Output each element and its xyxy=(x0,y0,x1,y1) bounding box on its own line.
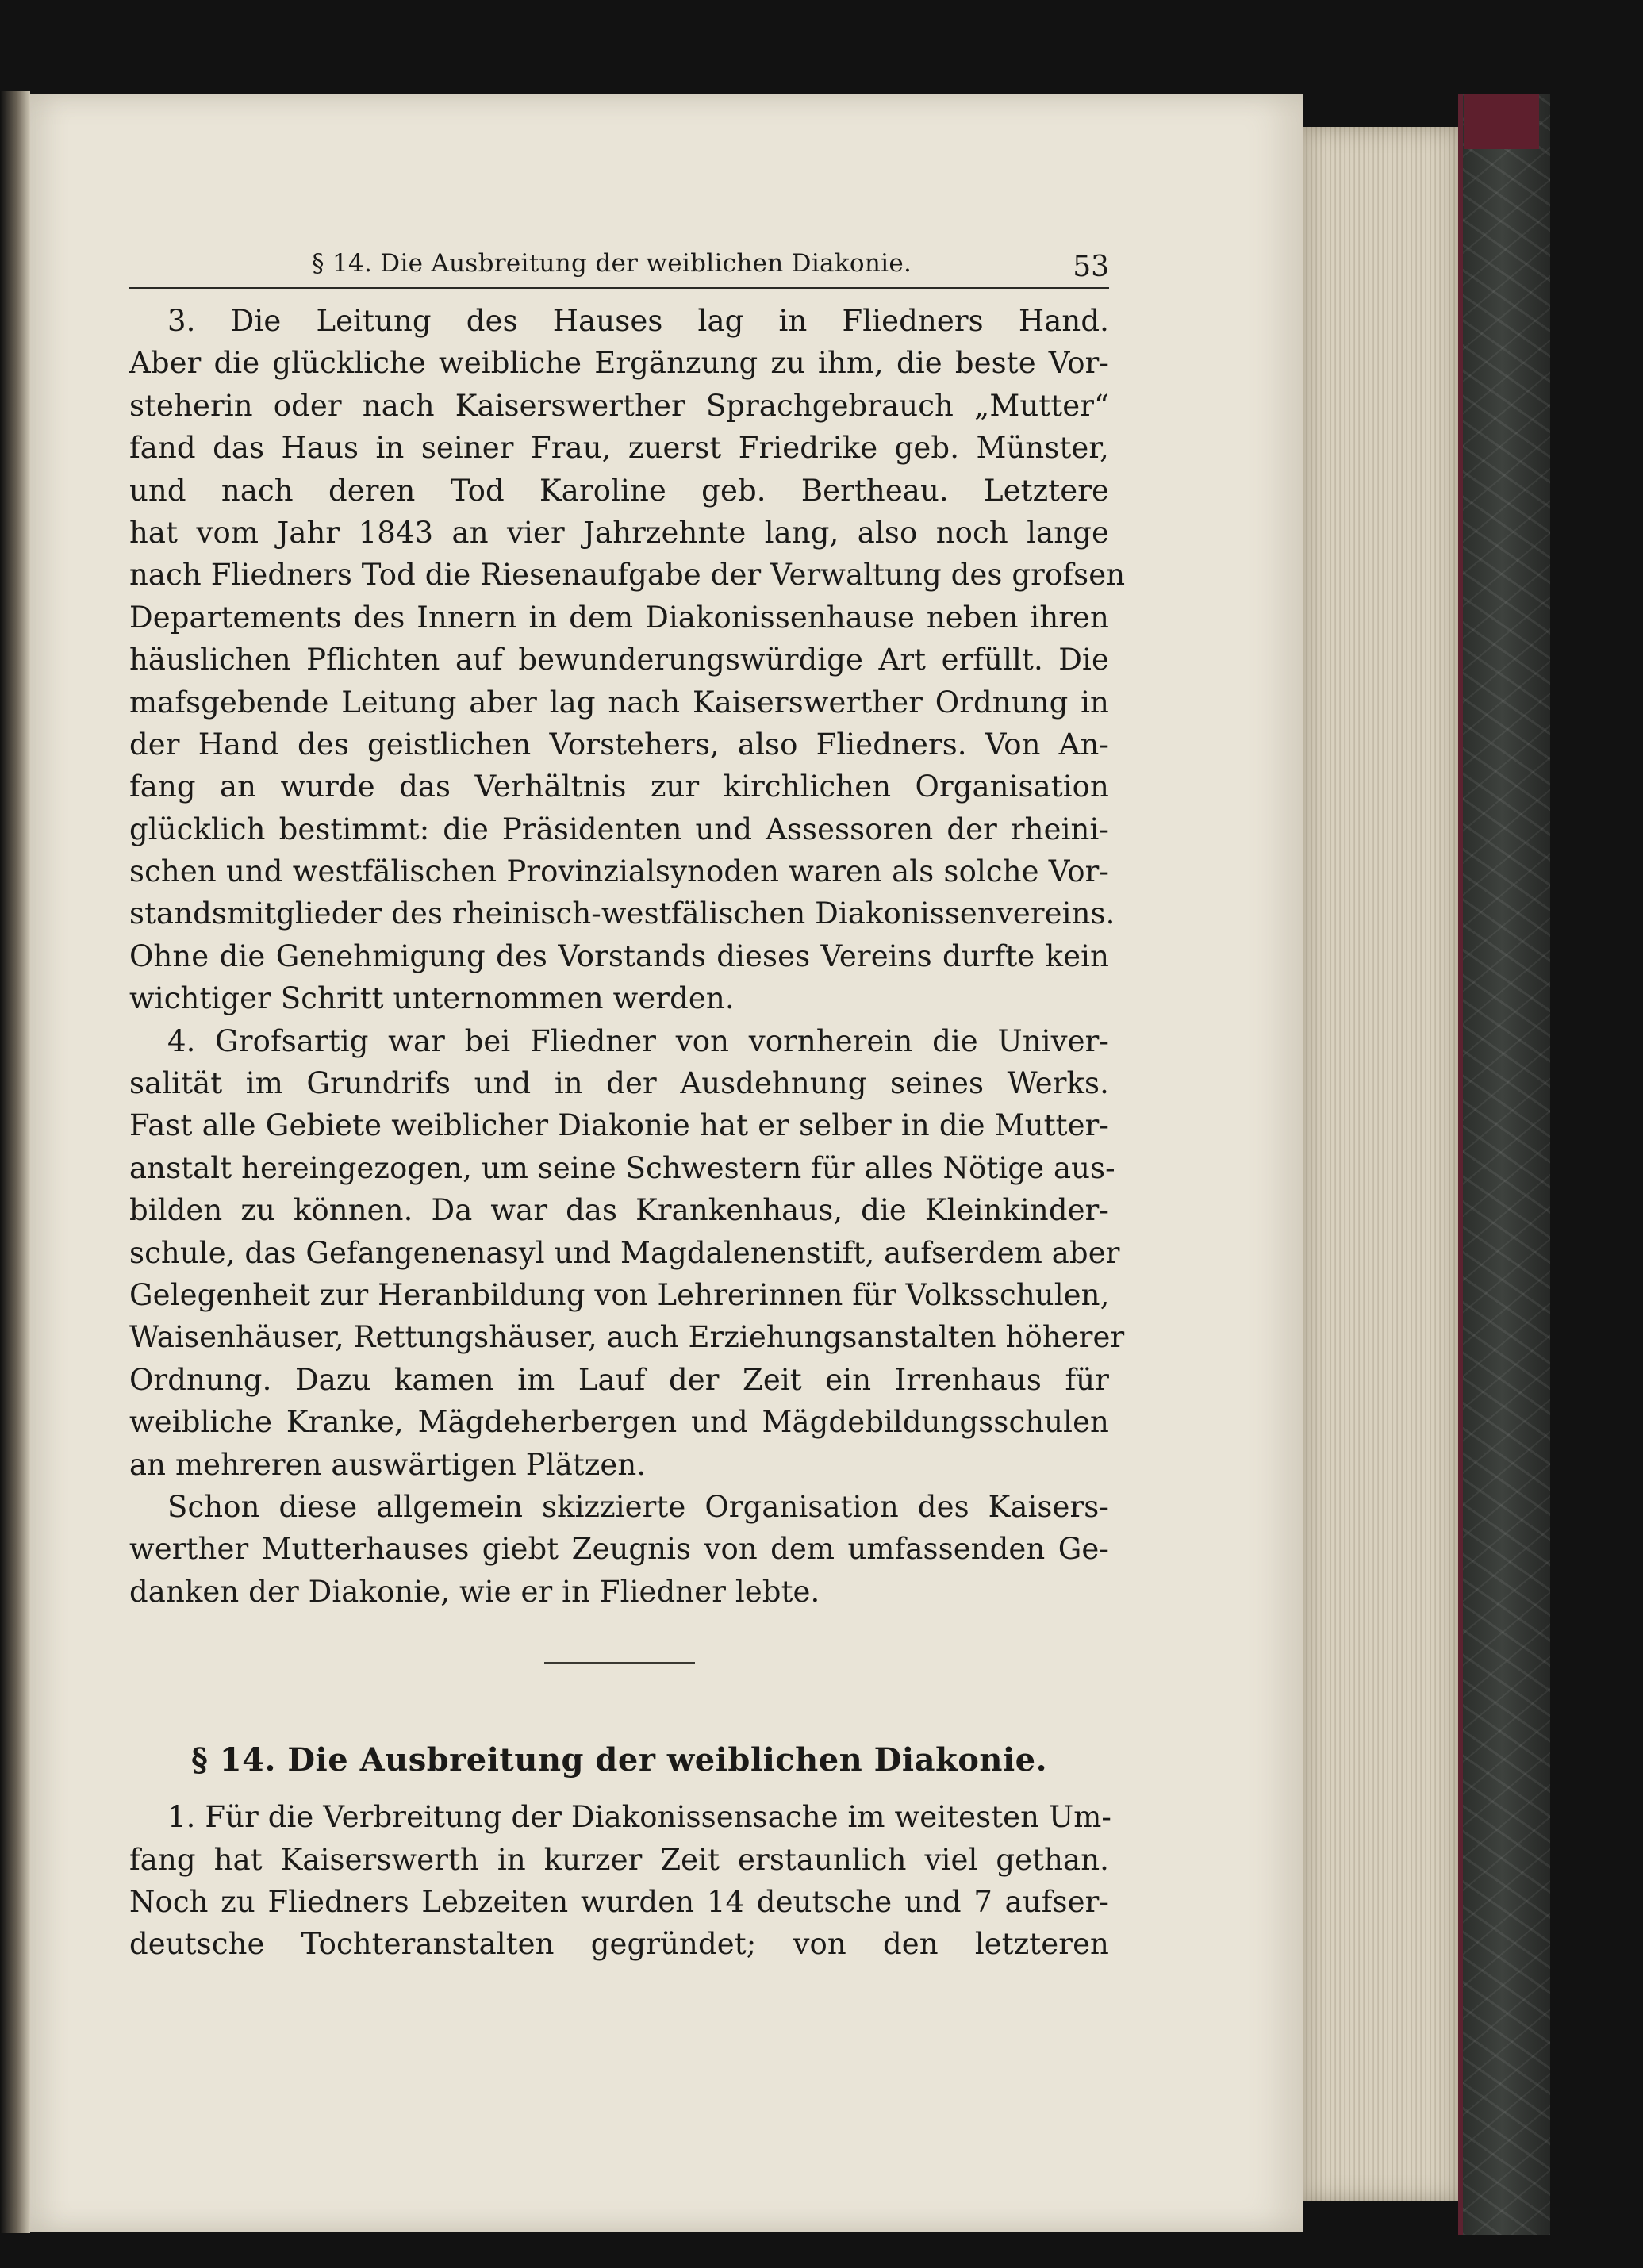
text-line: fang an wurde das Verhältnis zur kirchlichen Organisation xyxy=(129,769,1109,804)
text-line: Departements des Innern in dem Diakonissenhause neben ihren xyxy=(129,600,1109,635)
text-line: deutsche Tochteranstalten gegründet; von den letzteren xyxy=(129,1927,1109,1962)
book-binding xyxy=(1458,94,1550,2235)
facing-page-edge xyxy=(0,91,30,2233)
text-line: Ordnung. Dazu kamen im Lauf der Zeit ein Irrenhaus für xyxy=(129,1362,1109,1397)
text-line: häuslichen Pflichten auf bewunderungswürdige Art erfüllt. Die xyxy=(129,643,1109,677)
running-head xyxy=(129,238,1109,289)
text-line: 1. Für die Verbreitung der Diakonissensache im weitesten Um- xyxy=(167,1800,1112,1835)
text-line: salität im Grundrifs und in der Ausdehnung seines Werks. xyxy=(129,1066,1109,1101)
text-line: Waisenhäuser, Rettungshäuser, auch Erziehungsanstalten höherer xyxy=(129,1320,1125,1355)
text-line: fand das Haus in seiner Frau, zuerst Friedrike geb. Münster, xyxy=(129,431,1109,466)
text-line: fang hat Kaiserswerth in kurzer Zeit erstaunlich viel gethan. xyxy=(129,1842,1109,1877)
text-line: Schon diese allgemein skizzierte Organisation des Kaisers- xyxy=(167,1489,1109,1524)
paragraph-leitung xyxy=(129,300,1126,1020)
text-line: schen und westfälischen Provinzialsynoden waren als solche Vor- xyxy=(129,854,1109,889)
text-line: Ohne die Genehmigung des Vorstands dieses Vereins durfte kein xyxy=(129,938,1109,973)
text-line: Noch zu Fliedners Lebzeiten wurden 14 deutsche und 7 aufser- xyxy=(129,1884,1109,1919)
section-separator xyxy=(544,1662,695,1664)
running-head-title: § 14. Die Ausbreitung der weiblichen Diakonie. xyxy=(312,249,912,278)
page-number: 53 xyxy=(1073,251,1109,283)
section-heading: § 14. Die Ausbreitung der weiblichen Diakonie. xyxy=(190,1741,1048,1779)
text-line: 3. Die Leitung des Hauses lag in Fliedners Hand. xyxy=(167,304,1109,338)
text-line: schule, das Gefangenenasyl und Magdalenenstift, aufserdem aber xyxy=(129,1235,1120,1270)
text-line: mafsgebende Leitung aber lag nach Kaiserswerther Ordnung in xyxy=(129,685,1109,720)
text-line: und nach deren Tod Karoline geb. Bertheau. Letztere xyxy=(129,473,1109,508)
text-line: Aber die glückliche weibliche Ergänzung zu ihm, die beste Vor- xyxy=(129,346,1109,381)
text-line: Gelegenheit zur Heranbildung von Lehrerinnen für Volksschulen, xyxy=(129,1277,1110,1312)
text-line: wichtiger Schritt unternommen werden. xyxy=(129,981,735,1016)
page-stack-edge xyxy=(1303,127,1458,2201)
text-line: hat vom Jahr 1843 an vier Jahrzehnte lang, also noch lange xyxy=(129,515,1109,550)
text-line: steherin oder nach Kaiserswerther Sprachgebrauch „Mutter“ xyxy=(129,388,1109,423)
page-content xyxy=(129,238,1126,1966)
text-line: glücklich bestimmt: die Präsidenten und Assessoren der rheini- xyxy=(129,812,1109,846)
paragraph-organisation xyxy=(129,1486,1109,1613)
paragraph-verbreitung xyxy=(129,1796,1112,1966)
paragraph-universalitaet xyxy=(129,1020,1125,1486)
text-line: anstalt hereingezogen, um seine Schwestern für alles Nötige aus- xyxy=(129,1150,1115,1185)
text-line: nach Fliedners Tod die Riesenaufgabe der Verwaltung des grofsen xyxy=(129,558,1126,593)
text-line: weibliche Kranke, Mägdeherbergen und Mägdebildungsschulen xyxy=(129,1405,1109,1440)
text-line: standsmitglieder des rheinisch-westfälischen Diakonissenvereins. xyxy=(129,896,1115,931)
text-line: 4. Grofsartig war bei Fliedner von vornherein die Univer- xyxy=(167,1023,1109,1058)
text-line: der Hand des geistlichen Vorstehers, also Fliedners. Von An- xyxy=(129,727,1109,762)
binding-corner xyxy=(1464,94,1539,149)
text-line: danken der Diakonie, wie er in Fliedner lebte. xyxy=(129,1574,820,1609)
text-line: werther Mutterhauses giebt Zeugnis von dem umfassenden Ge- xyxy=(129,1532,1109,1567)
text-line: Fast alle Gebiete weiblicher Diakonie hat er selber in die Mutter- xyxy=(129,1108,1109,1143)
text-line: bilden zu können. Da war das Krankenhaus, die Kleinkinder- xyxy=(129,1193,1109,1228)
text-line: an mehreren auswärtigen Plätzen. xyxy=(129,1447,647,1482)
